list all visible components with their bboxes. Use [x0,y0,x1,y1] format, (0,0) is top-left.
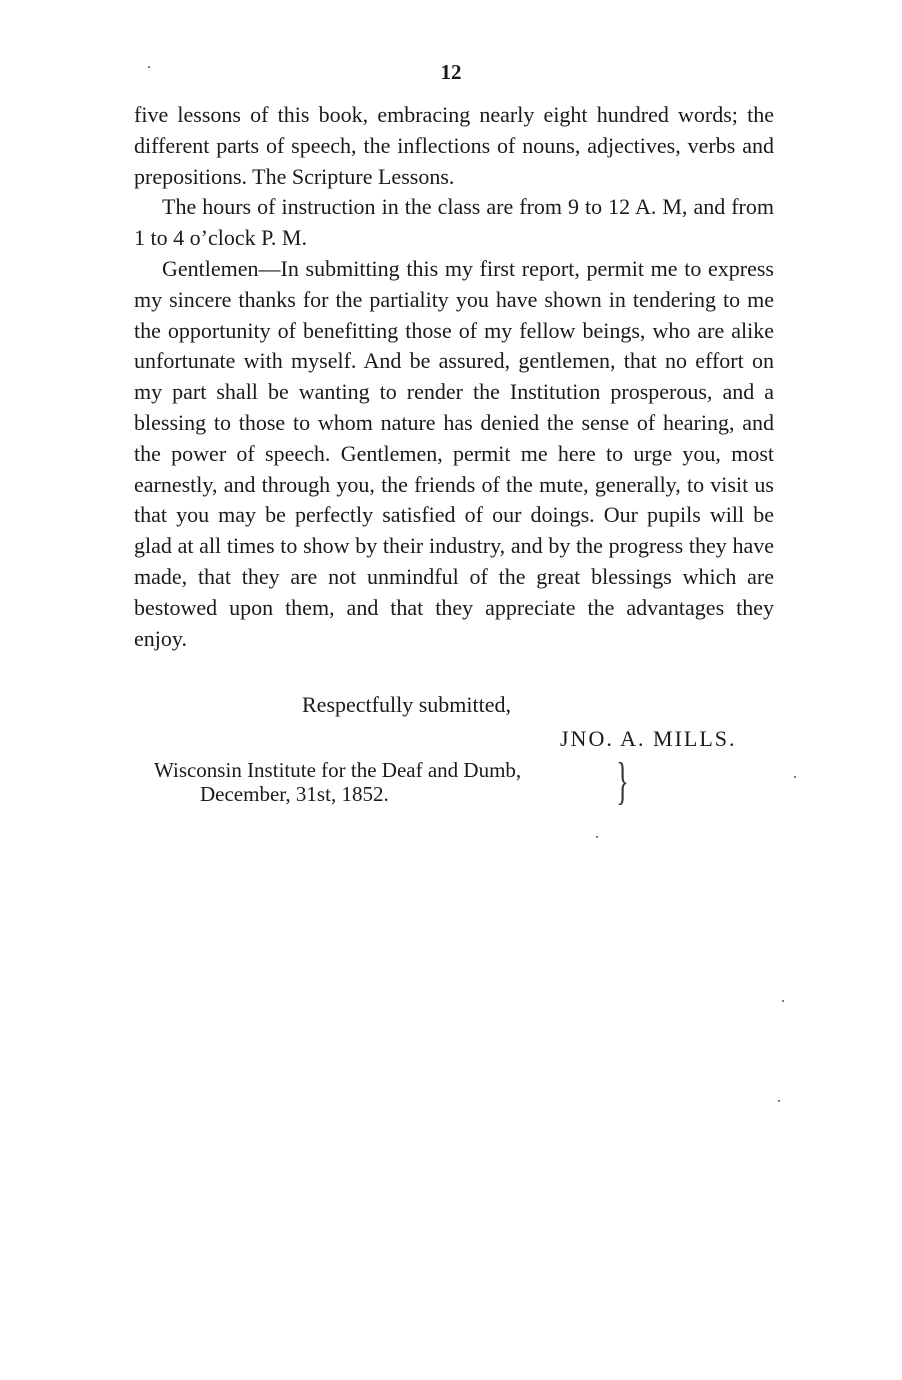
print-speck [782,1000,784,1002]
paragraph-lessons: five lessons of this book, embracing nearly eight hundred words; the different parts of speech, the inflections of nouns, adjectives, verbs and prepositions. The Scripture Lessons. [134,102,774,189]
report-body [134,100,774,654]
print-speck [794,776,796,778]
signature: JNO. A. MILLS. [560,726,737,751]
curly-brace-icon: } [616,753,629,810]
institute-name: Wisconsin Institute for the Deaf and Dumb, [154,758,522,782]
print-speck [148,66,150,68]
paragraph-hours: The hours of instruction in the class are from 9 to 12 A. M, and from 1 to 4 o’clock P. M. [134,194,774,251]
page-number: 12 [440,60,462,84]
closing-salutation: Respectfully submitted, [302,692,511,717]
print-speck [596,836,598,838]
print-speck [778,1100,780,1102]
paragraph-gentlemen: Gentlemen—In submitting this my first report, permit me to express my sincere thanks for the partiality you have shown in tendering to me the opportunity of benefitting those of my fellow beings, who are alike unfortunate with myself. And be assured, gentlemen, that no effort on my part shall be wanting to render the Institution prosperous, and a blessing to those to whom nature has denied the sense of hearing, and the power of speech. Gentlemen, permit me here to urge you, most earnestly, and through you, the friends of the mute, generally, to visit us that you may be perfectly satisfied of our doings. Our pupils will be glad at all times to show by their industry, and by the progress they have made, that they are not unmindful of the great blessings which are bestowed upon them, and that they appreciate the advantages they enjoy. [134,255,774,651]
report-date: December, 31st, 1852. [200,782,389,806]
place-and-date [154,758,521,806]
